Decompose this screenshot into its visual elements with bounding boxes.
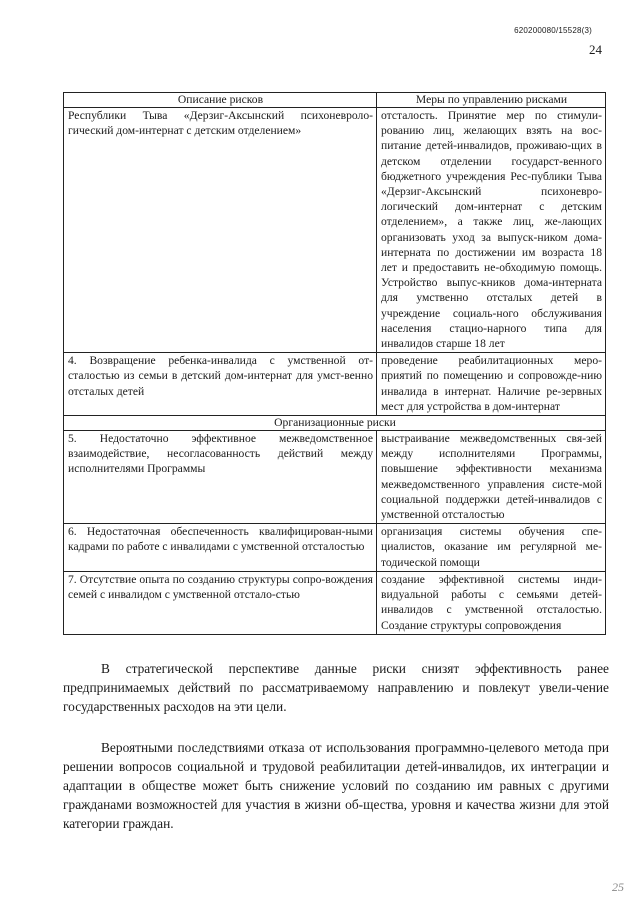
table-row — [64, 571, 606, 634]
paragraph-text: В стратегической перспективе данные риски снизят эффективность ранее предпринимаемых действий по рассматриваемому направлению и повлекут увели-чение государственных расходов на эти цели. — [63, 661, 609, 714]
table-row — [64, 431, 606, 524]
table-header-row — [64, 93, 606, 108]
measures-cell: проведение реабилитационных меро-приятий по помещению и сопровожде-нию инвалида в интернат. Наличие ре-зервных мест для устройства в дом-интернат — [377, 353, 606, 416]
risk-cell: 5. Недостаточно эффективное межведомственное взаимодействие, несогласованность действий между исполнителями Программы — [64, 431, 377, 524]
risk-cell: 4. Возвращение ребенка-инвалида с умственной от-сталостью из семьи в детский дом-интернат для умст-венно отсталых детей — [64, 353, 377, 416]
measures-cell: выстраивание межведомственных свя-зей между исполнителями Программы, повышение эффективности механизма межведомственного управления систе-мой социальной поддержки детей-инвалидов с умственной отсталостью — [377, 431, 606, 524]
body-paragraph-2 — [63, 738, 609, 833]
risk-cell: 7. Отсутствие опыта по созданию структуры сопро-вождения семей с инвалидом с умственной отстало-стью — [64, 571, 377, 634]
document-number: 620200080/15528(3) — [514, 26, 592, 35]
measures-cell: создание эффективной системы инди-видуальной работы с семьями детей-инвалидов с умственной отсталостью. Создание структуры сопровождения — [377, 571, 606, 634]
column-header-measures: Меры по управлению рисками — [377, 93, 606, 108]
measures-cell: организация системы обучения спе-циалистов, оказание им регулярной ме-тодической помощи — [377, 524, 606, 572]
body-paragraph-1 — [63, 659, 609, 716]
paragraph-text: Вероятными последствиями отказа от использования программно-целевого метода при решении вопросов социальной и трудовой реабилитации детей-инвалидов, их интеграции и адаптации в обществе может быть снижение условий по созданию им равных с другими гражданами возможностей для участия в жизни об-щества, уровня и качества жизни для этой категории граждан. — [63, 740, 609, 831]
table-row — [64, 108, 606, 353]
risk-cell: Республики Тыва «Дерзиг-Аксынский психоневроло-гический дом-интернат с детским отделением» — [64, 108, 377, 353]
column-header-risk: Описание рисков — [64, 93, 377, 108]
measures-cell: отсталость. Принятие мер по стимули-рованию лиц, желающих взять на вос-питание детей-инвалидов, проживаю-щих в детском отделении государст-венного бюджетного учреждения Рес-публики Тыва «Дерзиг-Аксынский психоневро-логический дом-интернат с детским отделением», а также лиц, же-лающих организовать уход за выпуск-ником дома-интерната по достижении им возраста 18 лет и предоставить не-обходимую помощь. Устройство выпус-кников дома-интерната для умственно отсталых детей в учреждение социаль-ного обслуживания населения стацио-нарного типа для инвалидов старше 18 лет — [377, 108, 606, 353]
page-number: 24 — [589, 42, 602, 57]
section-row — [64, 416, 606, 431]
risk-table — [63, 92, 606, 635]
table-row — [64, 524, 606, 572]
handwritten-page-mark: 25 — [612, 880, 624, 894]
table-row — [64, 353, 606, 416]
risk-cell: 6. Недостаточная обеспеченность квалифицирован-ными кадрами по работе с инвалидами с умственной отсталостью — [64, 524, 377, 572]
section-heading-organizational-risks: Организационные риски — [64, 416, 606, 431]
